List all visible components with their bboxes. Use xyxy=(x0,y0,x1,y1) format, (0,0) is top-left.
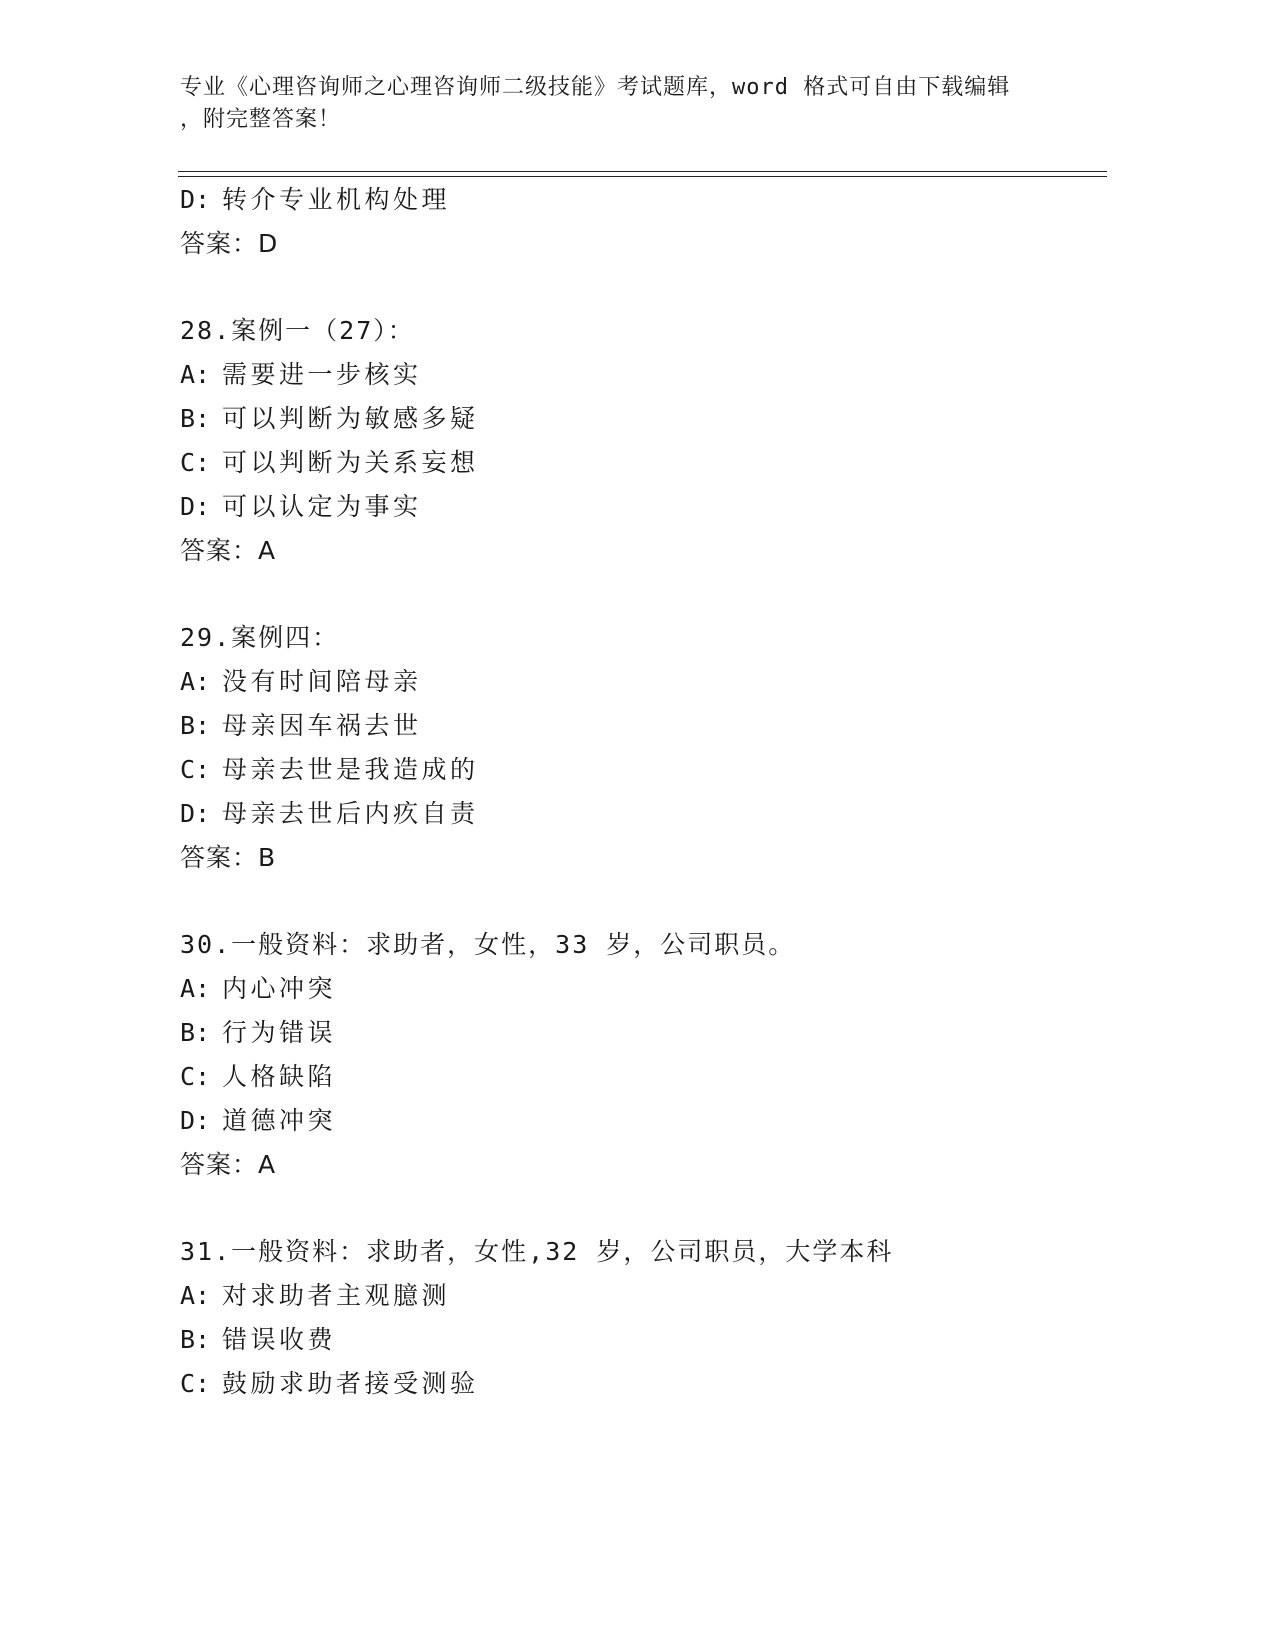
option-letter: B: xyxy=(180,404,211,433)
question-item xyxy=(180,923,1100,1187)
option-b xyxy=(180,1011,1100,1055)
option-text: 转介专业机构处理 xyxy=(222,185,451,214)
option-b xyxy=(180,704,1100,748)
question-item xyxy=(180,616,1100,880)
option-text: 母亲去世是我造成的 xyxy=(222,755,479,784)
answer-line xyxy=(180,529,1100,573)
option-a xyxy=(180,1274,1100,1318)
answer-line xyxy=(180,1143,1100,1187)
option-letter: B: xyxy=(180,711,211,740)
option-letter: C: xyxy=(180,1369,211,1398)
option-text: 错误收费 xyxy=(222,1325,337,1354)
question-list xyxy=(180,178,1100,1406)
option-b xyxy=(180,1318,1100,1362)
header-title-line-2: ，附完整答案！ xyxy=(180,107,342,132)
answer-line xyxy=(180,222,1100,266)
option-a xyxy=(180,353,1100,397)
question-item xyxy=(180,1230,1100,1406)
option-d xyxy=(180,792,1100,836)
answer-value: D xyxy=(258,229,281,258)
question-stem: 28.案例一（27）： xyxy=(180,316,415,345)
header-divider-top xyxy=(178,171,1107,172)
option-d xyxy=(180,485,1100,529)
option-text: 人格缺陷 xyxy=(222,1062,337,1091)
question-item xyxy=(180,309,1100,573)
option-letter: C: xyxy=(180,755,211,784)
option-text: 母亲因车祸去世 xyxy=(222,711,422,740)
option-c xyxy=(180,1362,1100,1406)
option-letter: B: xyxy=(180,1018,211,1047)
answer-label: 答案： xyxy=(180,843,259,872)
option-letter: A: xyxy=(180,1281,211,1310)
option-letter: D: xyxy=(180,1106,211,1135)
answer-line xyxy=(180,836,1100,880)
option-a xyxy=(180,660,1100,704)
option-c xyxy=(180,1055,1100,1099)
header-divider-bottom xyxy=(178,176,1107,177)
document-header xyxy=(180,72,1060,136)
header-title-line-1: 专业《心理咨询师之心理咨询师二级技能》考试题库，word 格式可自由下载编辑 xyxy=(180,75,1011,100)
option-a xyxy=(180,967,1100,1011)
option-c xyxy=(180,441,1100,485)
question-stem: 31.一般资料：求助者，女性,32 岁，公司职员，大学本科 xyxy=(180,1237,894,1266)
option-text: 对求助者主观臆测 xyxy=(222,1281,451,1310)
option-text: 内心冲突 xyxy=(222,974,337,1003)
option-letter: D: xyxy=(180,492,211,521)
option-d xyxy=(180,178,1100,222)
answer-value: A xyxy=(258,536,279,565)
answer-label: 答案： xyxy=(180,536,259,565)
answer-label: 答案： xyxy=(180,229,259,258)
question-stem: 30.一般资料：求助者，女性，33 岁，公司职员。 xyxy=(180,930,796,959)
option-letter: C: xyxy=(180,1062,211,1091)
option-c xyxy=(180,748,1100,792)
option-text: 鼓励求助者接受测验 xyxy=(222,1369,479,1398)
option-text: 道德冲突 xyxy=(222,1106,337,1135)
answer-value: B xyxy=(258,843,279,872)
answer-value: A xyxy=(258,1150,279,1179)
option-letter: A: xyxy=(180,667,211,696)
question-stem: 29.案例四： xyxy=(180,623,340,652)
option-text: 可以判断为敏感多疑 xyxy=(222,404,479,433)
option-text: 行为错误 xyxy=(222,1018,337,1047)
option-letter: D: xyxy=(180,799,211,828)
option-letter: C: xyxy=(180,448,211,477)
option-letter: B: xyxy=(180,1325,211,1354)
option-letter: A: xyxy=(180,974,211,1003)
option-text: 母亲去世后内疚自责 xyxy=(222,799,479,828)
option-letter: D: xyxy=(180,185,211,214)
option-b xyxy=(180,397,1100,441)
option-text: 没有时间陪母亲 xyxy=(222,667,422,696)
option-letter: A: xyxy=(180,360,211,389)
question-fragment xyxy=(180,178,1100,266)
option-text: 可以判断为关系妄想 xyxy=(222,448,479,477)
option-text: 需要进一步核实 xyxy=(222,360,422,389)
option-text: 可以认定为事实 xyxy=(222,492,422,521)
option-d xyxy=(180,1099,1100,1143)
answer-label: 答案： xyxy=(180,1150,259,1179)
